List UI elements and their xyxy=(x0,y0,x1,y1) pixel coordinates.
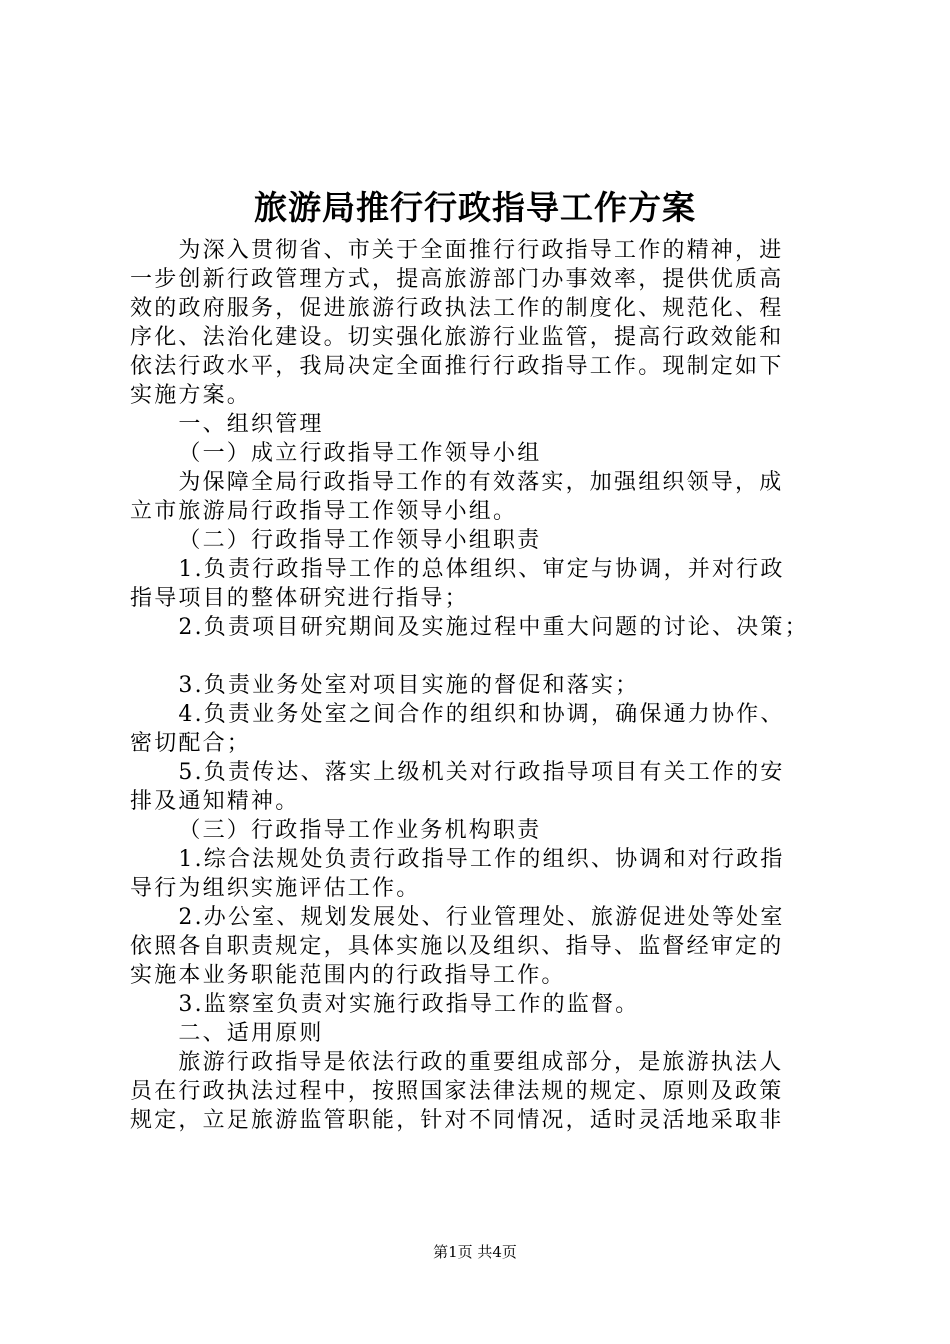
text-line: （一）成立行政指导工作领导小组 xyxy=(178,441,542,466)
text-line: 实施本业务职能范围内的行政指导工作。 xyxy=(130,963,566,988)
text-line: 实施方案。 xyxy=(130,383,252,408)
text-line: 序化、法治化建设。切实强化旅游行业监管，提高行政效能和 xyxy=(130,325,784,350)
text-line: 一、组织管理 xyxy=(178,412,324,437)
text-line: 为保障全局行政指导工作的有效落实，加强组织领导，成 xyxy=(178,470,784,495)
text-line: 2.办公室、规划发展处、行业管理处、旅游促进处等处室 xyxy=(178,905,785,930)
text-line: 员在行政执法过程中，按照国家法律法规的规定、原则及政策 xyxy=(130,1079,784,1104)
document-title: 旅游局推行行政指导工作方案 xyxy=(254,188,696,227)
text-line: 5.负责传达、落实上级机关对行政指导项目有关工作的安 xyxy=(178,760,785,785)
text-line: 效的政府服务，促进旅游行政执法工作的制度化、规范化、程 xyxy=(130,296,784,321)
text-line: 二、适用原则 xyxy=(178,1021,324,1046)
text-line: 规定，立足旅游监管职能，针对不同情况，适时灵活地采取非 xyxy=(130,1108,784,1133)
text-line: 1.综合法规处负责行政指导工作的组织、协调和对行政指 xyxy=(178,847,785,872)
text-line: 指导项目的整体研究进行指导； xyxy=(130,586,469,611)
document-body xyxy=(130,236,830,1135)
text-line: （三）行政指导工作业务机构职责 xyxy=(178,818,542,843)
text-line: 立市旅游局行政指导工作领导小组。 xyxy=(130,499,518,524)
text-line: 4.负责业务处室之间合作的组织和协调，确保通力协作、 xyxy=(178,702,785,727)
text-line: 1.负责行政指导工作的总体组织、审定与协调，并对行政 xyxy=(178,557,785,582)
text-line: 2.负责项目研究期间及实施过程中重大问题的讨论、决策； xyxy=(178,615,809,640)
text-line: （二）行政指导工作领导小组职责 xyxy=(178,528,542,553)
text-line: 密切配合； xyxy=(130,731,252,756)
text-line xyxy=(130,642,830,671)
text-line: 3.负责业务处室对项目实施的督促和落实； xyxy=(178,673,640,698)
text-line: 一步创新行政管理方式，提高旅游部门办事效率，提供优质高 xyxy=(130,267,784,292)
text-line: 导行为组织实施评估工作。 xyxy=(130,876,421,901)
text-line: 为深入贯彻省、市关于全面推行行政指导工作的精神，进 xyxy=(178,238,784,263)
text-line: 依法行政水平，我局决定全面推行行政指导工作。现制定如下 xyxy=(130,354,784,379)
text-line: 排及通知精神。 xyxy=(130,789,300,814)
text-line: 旅游行政指导是依法行政的重要组成部分，是旅游执法人 xyxy=(178,1050,784,1075)
text-line: 3.监察室负责对实施行政指导工作的监督。 xyxy=(178,992,640,1017)
page-footer: 第1页 共4页 xyxy=(433,1243,517,1261)
text-line: 依照各自职责规定，具体实施以及组织、指导、监督经审定的 xyxy=(130,934,784,959)
